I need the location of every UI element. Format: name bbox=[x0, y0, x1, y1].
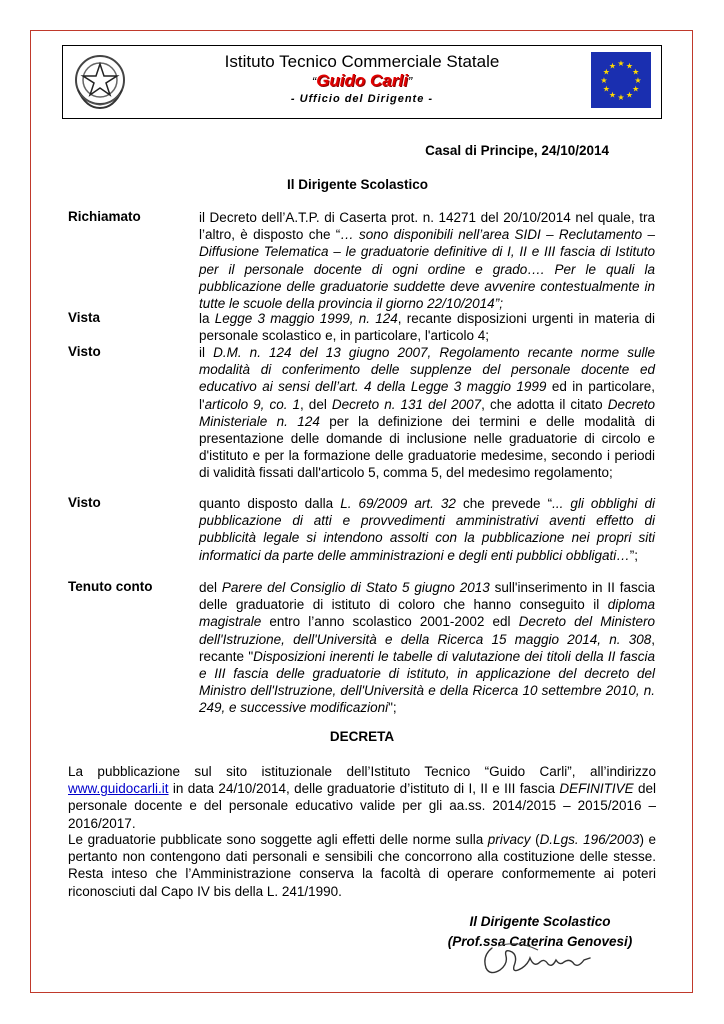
recital-body-visto-1: il D.M. n. 124 del 13 giugno 2007, Regolamento recante norme sulle modalità di conferimento delle supplenze del personale docente ed educativo ai sensi dell’art. 4 della Legge 3 maggio 1999 ed in particolare, l'articolo 9, co. 1, del Decreto n. 131 del 2007, che adotta il citato Decreto Ministeriale n. 124 per la definizione dei termini e delle modalità di presentazione delle domande di inclusione nelle graduatorie di circolo e d'istituto e per la formazione delle graduatorie medesime, secondo i periodi di validità fissati dall'articolo 5, comma 5, del medesimo regolamento; bbox=[199, 345, 655, 481]
school-name: Guido Carli bbox=[316, 71, 408, 90]
signature-name: (Prof.ssa Caterina Genovesi) bbox=[447, 934, 633, 949]
recital-term-tenuto-conto: Tenuto conto bbox=[68, 579, 153, 594]
eu-star-icon: ★ bbox=[632, 84, 640, 94]
recital-body-richiamato: il Decreto dell’A.T.P. di Caserta prot. n. 14271 del 20/10/2014 nel quale, tra l’altro, è disposto che “… sono disponibili nell’area SIDI – Reclutamento – Diffusione Telematica – le graduatorie definitive di I, II e III fascia di Istituto per il personale docente di ogni ordine e grado…. Per le quali la pubblicazione delle graduatorie suddette deve avvenire contestualmente in tutte le scuole della provincia il giorno 22/10/2014”; bbox=[199, 210, 655, 312]
eu-star-icon: ★ bbox=[602, 67, 610, 77]
decreta-heading: DECRETA bbox=[329, 729, 395, 744]
decision-paragraph-2: Le graduatorie pubblicate sono soggette agli effetti delle norme sulla privacy (D.Lgs. 196/2003) e pertanto non contengono dati personali e sensibili che concorrono alla costituzione delle stesse. Resta inteso che l’Amministrazione conserva la facoltà di operare conformemente ai poteri riconosciuti dal Capo IV bis della L. 241/1990. bbox=[68, 832, 656, 899]
eu-star-icon: ★ bbox=[634, 76, 642, 85]
eu-flag-icon bbox=[591, 52, 651, 108]
office-line: - Ufficio del Dirigente - bbox=[290, 93, 434, 105]
recital-body-vista: la Legge 3 maggio 1999, n. 124, recante disposizioni urgenti in materia di personale scolastico e, in particolare, l'articolo 4; bbox=[199, 311, 655, 344]
recital-term-richiamato: Richiamato bbox=[68, 209, 141, 224]
eu-star-icon: ★ bbox=[625, 90, 634, 100]
eu-star-icon: ★ bbox=[600, 76, 608, 85]
institute-name: Istituto Tecnico Commerciale Statale bbox=[224, 52, 500, 71]
eu-star-icon: ★ bbox=[617, 93, 625, 102]
eu-star-icon: ★ bbox=[632, 67, 640, 77]
school-name-line: “Guido Carli” bbox=[311, 71, 413, 90]
document-title: Il Dirigente Scolastico bbox=[287, 177, 429, 192]
recital-body-tenuto-conto: del Parere del Consiglio di Stato 5 giugno 2013 sull'inserimento in II fascia delle graduatorie di istituto di coloro che hanno conseguito il diploma magistrale entro l’anno scolastico 2001-2002 edl Decreto del Ministero dell'Istruzione, dell'Università e della Ricerca 15 maggio 2014, n. 308, recante "Disposizioni inerenti le tabelle di valutazione dei titoli della II fascia e III fascia delle graduatorie di istituto, in applicazione del decreto del Ministro dell'Istruzione, dell'Università e della Ricerca 10 settembre 2010, n. 249, e successive modificazioni"; bbox=[199, 580, 655, 716]
handwritten-signature bbox=[478, 938, 598, 980]
eu-star-icon: ★ bbox=[617, 59, 625, 68]
eu-star-icon: ★ bbox=[602, 84, 610, 94]
signature-role: Il Dirigente Scolastico bbox=[469, 914, 611, 929]
website-link[interactable]: www.guidocarli.it bbox=[68, 781, 169, 797]
decision-paragraph-1: La pubblicazione sul sito istituzionale dell’Istituto Tecnico “Guido Carli”, all’indirizzo www.guidocarli.it in data 24/10/2014, delle graduatorie d’istituto di I, II e III fascia DEFINITIVE del personale docente e del personale educativo valide per gli aa.ss. 2014/2015 – 2015/2016 – 2016/2017. bbox=[68, 764, 656, 831]
recital-term-visto-2: Visto bbox=[68, 495, 101, 510]
eu-star-icon: ★ bbox=[608, 61, 617, 71]
recital-body-visto-2: quanto disposto dalla L. 69/2009 art. 32 che prevede “... gli obblighi di pubblicazione di atti e provvedimenti amministrativi aventi effetto di pubblicità legale si intendono assolti con la pubblicazione nei propri siti informatici da parte delle amministrazioni e degli enti pubblici obbligati…”; bbox=[199, 496, 655, 563]
recital-term-vista: Vista bbox=[68, 310, 101, 325]
eu-star-icon: ★ bbox=[625, 61, 634, 71]
recital-term-visto-1: Visto bbox=[68, 344, 101, 359]
eu-star-icon: ★ bbox=[608, 90, 617, 100]
place-date: Casal di Principe, 24/10/2014 bbox=[425, 143, 609, 158]
letterhead bbox=[62, 45, 662, 119]
